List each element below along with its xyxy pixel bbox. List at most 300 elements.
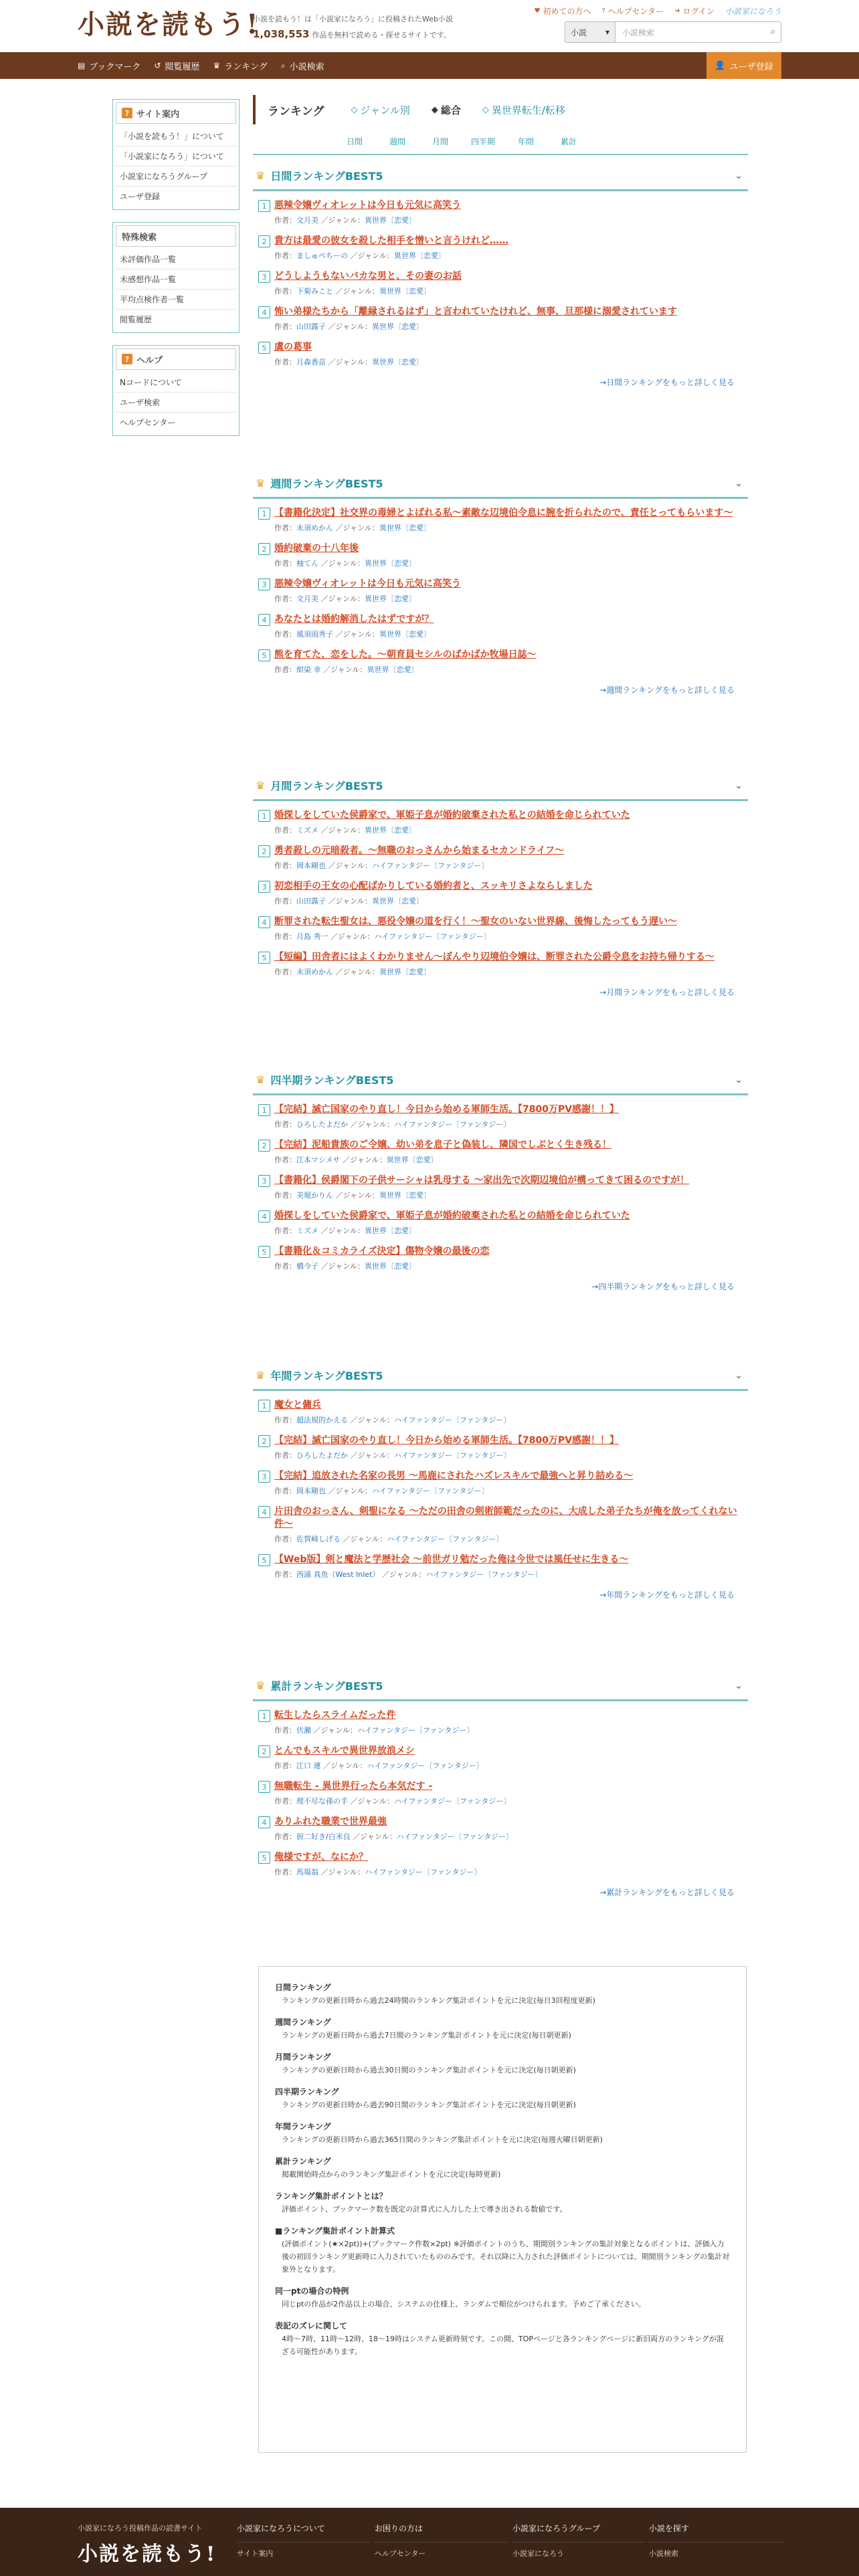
author-label: 作者： [274,1120,296,1129]
genre-link[interactable]: 異世界〔恋愛〕 [379,630,432,639]
entry-meta [258,593,745,604]
rank-number: 2 [258,845,270,857]
genre-link[interactable]: 異世界〔恋愛〕 [372,897,424,905]
rank-number: 5 [258,1246,270,1258]
sidebar-link[interactable]: Nコードについて [116,372,236,393]
footer-link[interactable]: 小説検索 [649,2542,783,2559]
genre-link[interactable]: ハイファンタジー〔ファンタジー〕 [374,932,491,941]
period-tab-quarterly[interactable]: 四半期 [470,136,495,146]
entry-meta [258,895,745,906]
section-title-text: 日間ランキングBEST5 [270,170,383,183]
genre-link[interactable]: ハイファンタジー〔ファンタジー〕 [396,1832,514,1841]
rank-number: 5 [258,952,270,964]
author-link[interactable]: 江口 連 [296,1761,321,1770]
genre-link[interactable]: 異世界〔恋愛〕 [367,665,419,674]
author-link[interactable]: 岡本剛也 [296,861,326,870]
login-link-label: ログイン [682,7,714,16]
novel-title-link[interactable]: 無職転生 - 異世界行ったら本気だす - [274,1781,433,1792]
login-link[interactable] [674,5,714,17]
list-item [258,199,745,225]
sidebar-link[interactable]: 小説家になろうグループ [116,167,236,187]
genre-link[interactable]: ハイファンタジー〔ファンタジー〕 [367,1761,484,1770]
sidebar-link[interactable]: 平均点検作者一覧 [116,290,236,310]
period-tab-monthly[interactable]: 月間 [432,136,448,146]
novel-title-link[interactable]: 婚探しをしていた侯爵家で、軍姫子息が婚約破棄された私との結婚を命じられていた [274,810,630,821]
entry-title-row [258,235,745,247]
genre-label: ／ジャンル： [320,595,365,603]
section-header[interactable] [253,162,748,191]
author-link[interactable]: 岡本剛也 [296,1487,326,1495]
chevron-down-icon[interactable]: ⌄ [735,170,743,181]
period-tab-total[interactable]: 累計 [560,136,577,146]
author-label: 作者： [274,630,296,639]
author-link[interactable]: 文月美 [296,595,318,603]
entry-list [253,191,748,367]
rank-number: 2 [258,1745,270,1757]
more-link[interactable]: →四半期ランキングをもっと詳しく見る [591,1282,735,1291]
author-link[interactable]: 理不尽な孫の手 [296,1797,348,1806]
entry-title-row [258,1553,745,1566]
novel-title-link[interactable]: あなたとは婚約解消したはずですが？ [274,614,434,625]
genre-label: ／ジャンル： [350,1451,395,1460]
entry-meta [258,1225,745,1236]
novel-title-link[interactable]: 婚探しをしていた侯爵家で、軍姫子息が婚約破棄された私との結婚を命じられていた [274,1210,630,1221]
author-link[interactable]: ましゅぺちーの [296,251,348,260]
footer-logo[interactable]: 小説を読もう! [78,2543,217,2566]
note-block [275,2155,730,2181]
genre-label: ／ジャンル： [350,1120,395,1129]
sidebar-title-text: ヘルプ [136,355,163,366]
sidebar-link[interactable]: ヘルプセンター [120,418,176,427]
novel-title-link[interactable]: 勇者殺しの元暗殺者。〜無職のおっさんから始まるセカンドライフ〜 [274,845,565,856]
entry-title-row [258,880,745,893]
novel-title-link[interactable]: 悪辣令嬢ヴィオレットは今日も元気に高笑う [274,200,462,211]
novel-title-link[interactable]: 悪辣令嬢ヴィオレットは今日も元気に高笑う [274,578,462,589]
entry-meta [258,664,745,675]
entry-title-row [258,1103,745,1116]
sidebar-link[interactable]: 閲覧履歴 [120,315,153,324]
entry-meta [258,931,745,942]
chevron-down-icon: ▾ [605,27,609,37]
novel-title-link[interactable]: 【短編】田舎者にはよくわかりません〜ぼんやり辺境伯令嬢は、断罪された公爵令息をお持ち帰りする〜 [274,952,714,962]
author-link[interactable]: 西浦 真魚（West Inlet） [296,1570,380,1579]
user-register-label: ユーザ登録 [729,62,773,72]
sidebar-title-text: 特殊検索 [122,232,157,243]
entry-meta [258,1831,745,1842]
sidebar-link[interactable]: ユーザ検索 [116,393,236,413]
crown-icon: ♛ [256,1073,266,1086]
entry-list [253,1391,748,1580]
genre-label: ／ジャンル： [330,932,375,941]
footer-col-heading: 小説家になろうグループ [512,2524,601,2533]
note-heading: 週間ランキング [275,2018,331,2027]
author-label: 作者： [274,1797,296,1806]
genre-link[interactable]: 異世界〔恋愛〕 [386,1156,438,1164]
nav-search-label: 小説検索 [289,62,324,72]
sidebar-title [116,225,236,247]
user-register-button[interactable] [706,52,781,79]
entry-title-row [258,613,745,626]
author-link[interactable]: 伏瀬 [296,1726,311,1735]
more-link[interactable]: →月間ランキングをもっと詳しく見る [599,988,735,997]
genre-link[interactable]: 異世界〔恋愛〕 [379,287,432,296]
list-item [258,1210,745,1236]
entry-title-row [258,1505,745,1531]
section-title-text: 年間ランキングBEST5 [270,1370,383,1382]
question-icon: ? [122,354,132,364]
note-heading: 四半期ランキング [275,2087,339,2097]
genre-link[interactable]: 異世界〔恋愛〕 [379,1191,432,1200]
genre-label: ／ジャンル： [328,322,373,331]
author-label: 作者： [274,1761,296,1770]
note-body: ランキングの更新日時から過去365日間のランキング集計ポイントを元に決定(毎週火曜日朝更新) [282,2135,603,2144]
genre-link[interactable]: 異世界〔恋愛〕 [379,524,432,532]
entry-title-row [258,1210,745,1222]
rank-number: 3 [258,881,270,893]
genre-link[interactable]: 異世界〔恋愛〕 [365,595,417,603]
rank-number: 1 [258,1104,270,1116]
genre-label: ／ジャンル： [313,1726,358,1735]
list-item [258,1851,745,1877]
main-nav [0,52,859,79]
genre-label: ／ジャンル： [350,1416,395,1424]
logo-text[interactable]: 小説を読もう! [78,9,260,40]
note-block [275,2051,730,2076]
author-label: 作者： [274,968,296,976]
genre-label: ／ジャンル： [335,524,380,532]
note-heading: ■ランキング集計ポイント計算式 [275,2226,395,2236]
list-item [258,341,745,367]
rank-number: 2 [258,543,270,555]
genre-label: ／ジャンル： [328,358,373,366]
list-item [258,542,745,568]
genre-label: ／ジャンル： [323,665,367,674]
author-label: 作者： [274,1726,296,1735]
genre-label: ／ジャンル： [320,216,365,225]
novel-title-link[interactable]: 婚約破棄の十八年後 [274,543,359,554]
footer-link[interactable]: 小説家になろう [512,2542,646,2559]
entry-meta [258,1533,745,1544]
entry-title-row [258,1245,745,1258]
author-link[interactable]: 超法規的かえる [296,1416,348,1424]
entry-meta [258,250,745,261]
author-link[interactable]: 未須めかん [296,524,333,532]
novel-title-link[interactable]: 断罪された転生聖女は、悪役令嬢の道を行く！〜聖女のいない世界線、後悔したってもう遅い〜 [274,916,677,927]
list-item [258,1553,745,1580]
novel-title-link[interactable]: 【完結】泥船貴族のご令嬢、幼い弟を息子と偽装し、隣国でしぶとく生き残る！ [274,1140,611,1150]
genre-link[interactable]: 異世界〔恋愛〕 [365,559,417,568]
note-block [275,2320,730,2358]
author-link[interactable]: 風須雨秀子 [296,630,333,639]
entry-meta [258,522,745,533]
nav-bookmark-label: ブックマーク [89,62,141,72]
novel-title-link[interactable]: 転生したらスライムだった件 [274,1710,396,1721]
chevron-down-icon[interactable]: ⌄ [735,1680,743,1691]
author-link[interactable]: 馬場翁 [296,1868,318,1876]
note-heading: 日間ランキング [275,1983,331,1992]
genre-label: ／ジャンル： [350,1797,395,1806]
entry-meta [258,321,745,332]
novel-title-link[interactable]: 【書籍化】侯爵閣下の子供サーシャは乳母する 〜家出先で次期辺境伯が構ってきて困るのですが！ [274,1175,690,1186]
genre-link[interactable]: ハイファンタジー〔ファンタジー〕 [394,1120,511,1129]
period-tab-yearly[interactable]: 年間 [517,136,534,146]
entry-title-row [258,845,745,857]
novel-title-link[interactable]: 魔女と傭兵 [274,1400,321,1410]
author-link[interactable]: ミズメ [296,826,318,835]
author-label: 作者： [274,861,296,870]
rank-number: 4 [258,306,270,318]
work-count [253,28,451,40]
site-footer [0,2508,859,2576]
genre-link[interactable]: ハイファンタジー〔ファンタジー〕 [357,1726,474,1735]
sidebar-link[interactable]: 未評価作品一覧 [116,249,236,270]
entry-meta [258,286,745,296]
novel-title-link[interactable]: 虞の葛事 [274,342,312,352]
novel-title-link[interactable]: ありふれた職業で世界最強 [274,1816,387,1827]
entry-list [253,1701,748,1877]
author-link[interactable]: 山田露子 [296,322,326,331]
entry-meta [258,1154,745,1165]
genre-link[interactable]: ハイファンタジー〔ファンタジー〕 [394,1416,511,1424]
chevron-down-icon[interactable]: ⌄ [735,1370,743,1381]
genre-link[interactable]: 異世界〔恋愛〕 [365,216,417,225]
entry-title-row [258,542,745,555]
author-label: 作者： [274,287,296,296]
sidebar-link[interactable]: 「小説を読もう！」について [116,126,236,146]
entry-meta [258,860,745,871]
footer-link[interactable]: サイト案内 [237,2542,371,2559]
list-item [258,1399,745,1425]
footer-col-heading: お困りの方は [375,2524,423,2533]
section-header[interactable] [253,1362,748,1391]
rank-number: 4 [258,916,270,928]
genre-link[interactable]: 異世界〔恋愛〕 [379,968,432,976]
tab-genre[interactable] [351,103,410,117]
more-link[interactable]: →累計ランキングをもっと詳しく見る [599,1888,735,1897]
author-link[interactable]: 美堀かりん [296,1191,333,1200]
nav-search[interactable] [281,60,324,72]
section-title [256,1678,383,1693]
section-title-text: 四半期ランキングBEST5 [270,1074,394,1087]
rank-number: 1 [258,1710,270,1722]
genre-link[interactable]: ハイファンタジー〔ファンタジー〕 [387,1535,504,1543]
genre-link[interactable]: 異世界〔恋愛〕 [365,1262,417,1271]
author-label: 作者： [274,1191,296,1200]
author-link[interactable]: 下菊みこと [296,287,333,296]
genre-link[interactable]: ハイファンタジー〔ファンタジー〕 [425,1570,543,1579]
list-item [258,1816,745,1842]
author-link[interactable]: ひろしたよだか [296,1120,348,1129]
note-heading: ランキング集計ポイントとは？ [275,2191,387,2201]
entry-meta [258,1796,745,1806]
novel-title-link[interactable]: 【完結】滅亡国家のやり直し！今日から始める軍師生活。【7800万PV感謝！！】 [274,1104,619,1115]
note-block [275,2225,730,2276]
note-block [275,2086,730,2111]
author-label: 作者： [274,1262,296,1271]
entry-title-row [258,341,745,354]
author-link[interactable]: ひろしたよだか [296,1451,348,1460]
novel-title-link[interactable]: 怖い弟様たちから「離縁されるはず」と言われていたけれど、無事、旦那様に溺愛されています [274,306,677,317]
genre-link[interactable]: ハイファンタジー〔ファンタジー〕 [372,861,489,870]
note-block [275,2190,730,2216]
genre-link[interactable]: 異世界〔恋愛〕 [365,1226,417,1235]
author-label: 作者： [274,897,296,905]
novel-title-link[interactable]: 【書籍化＆コミカライズ決定】傷物令嬢の最後の恋 [274,1246,490,1257]
list-item [258,1505,745,1544]
author-link[interactable]: 江本マシメサ [296,1156,341,1164]
ranking-notes [258,1966,747,2453]
genre-link[interactable]: 異世界〔恋愛〕 [394,251,446,260]
ranking-section [253,469,748,695]
footer-col-about [237,2523,371,2559]
novel-title-link[interactable]: 片田舎のおっさん、剣聖になる 〜ただの田舎の剣術師範だったのに、大成した弟子たちが俺を放ってくれない件〜 [274,1506,737,1529]
tab-isekai[interactable] [482,103,565,117]
chevron-down-icon[interactable]: ⌄ [735,477,743,489]
novel-title-link[interactable]: 貴方は最愛の彼女を殺した相手を憎いと言うけれど…… [274,235,508,246]
author-link[interactable]: 紺染 幸 [296,665,321,674]
list-item [258,916,745,942]
genre-link[interactable]: ハイファンタジー〔ファンタジー〕 [365,1868,482,1876]
search-icon[interactable]: ⌕ [770,27,775,37]
genre-link[interactable]: 異世界〔恋愛〕 [365,826,417,835]
rank-number: 3 [258,1781,270,1793]
entry-meta [258,215,745,225]
help-icon: ? [601,7,605,15]
page-title: ランキング [268,104,324,118]
rank-number: 1 [258,200,270,212]
rank-number: 2 [258,1140,270,1152]
tab-overall[interactable] [432,103,461,117]
entry-title-row [258,1139,745,1152]
search-input[interactable] [615,21,781,43]
crown-icon: ♛ [256,477,266,490]
genre-label: ／ジャンル： [335,1191,380,1200]
novel-title-link[interactable]: 熊を育てた、恋をした。〜朝育員セシルのばかばか牧場日誌〜 [274,649,537,660]
work-count-number: 1,038,553 [253,28,310,40]
rank-number: 5 [258,649,270,661]
genre-label: ／ジャンル： [353,1832,397,1841]
entry-meta [258,629,745,639]
nav-history-label: 閲覧履歴 [165,62,200,72]
site-logo[interactable] [78,8,260,41]
author-link[interactable]: 未須めかん [296,968,333,976]
nav-history[interactable] [154,60,199,72]
novel-title-link[interactable]: どうしようもないバカな男と、その妻のお話 [274,271,462,282]
genre-label: ／ジャンル： [350,251,395,260]
sidebar-link[interactable]: ユーザ登録 [120,192,161,201]
list-item [258,1745,745,1771]
list-item [258,1709,745,1735]
novel-title-link[interactable]: 【Web版】剣と魔法と学歴社会 〜前世ガリ勉だった俺は今世では風任せに生きる〜 [274,1554,629,1565]
rank-number: 5 [258,1554,270,1566]
section-title-text: 累計ランキングBEST5 [270,1680,383,1693]
footer-col-help [375,2523,508,2559]
more-link[interactable]: →年間ランキングをもっと詳しく見る [599,1590,735,1600]
section-header[interactable] [253,772,748,801]
entry-list [253,801,748,977]
note-block [275,1981,730,2007]
help-center-link[interactable] [601,5,664,17]
footer-link[interactable]: ヘルプセンター [375,2542,508,2559]
entry-meta [258,966,745,977]
entry-title-row [258,306,745,318]
entry-meta [258,1725,745,1735]
author-link[interactable]: ミズメ [296,1226,318,1235]
genre-link[interactable]: 異世界〔恋愛〕 [372,322,424,331]
nav-ranking[interactable] [213,60,268,72]
note-heading: 表記のズレに関して [275,2321,348,2331]
author-link[interactable]: 佐賀崎しげる [296,1535,341,1543]
entry-meta [258,1760,745,1771]
note-body: 評価ポイント、ブックマーク数を既定の計算式に入力した上で導き出される数値です。 [282,2205,567,2214]
entry-meta [258,1485,745,1496]
section-header[interactable] [253,1672,748,1701]
genre-link[interactable]: ハイファンタジー〔ファンタジー〕 [394,1797,511,1806]
genre-link[interactable]: ハイファンタジー〔ファンタジー〕 [394,1451,511,1460]
novel-title-link[interactable]: 俺様ですが、なにか？ [274,1852,368,1862]
search-type-select[interactable] [565,21,615,43]
more-link[interactable]: →日間ランキングをもっと詳しく見る [599,378,735,387]
list-item [258,1103,745,1130]
author-link[interactable]: 柚てん [296,559,318,568]
narou-brand-label: 小説家になろう [725,7,781,16]
list-item [258,880,745,906]
chevron-down-icon[interactable]: ⌄ [735,780,743,791]
author-link[interactable]: 月森香苗 [296,358,326,366]
note-body: 4時〜7時、11時〜12時、18〜19時はシステム更新時刻です。この間、TOPページと各ランキングページに新旧両方のランキングが混ざる可能性があります。 [282,2335,724,2356]
author-label: 作者： [274,1570,296,1579]
list-item [258,1780,745,1806]
entry-title-row [258,1816,745,1828]
genre-link[interactable]: 異世界〔恋愛〕 [372,358,424,366]
period-tabs [253,131,748,151]
entry-title-row [258,1174,745,1187]
rank-number: 2 [258,235,270,247]
sidebar-link[interactable]: 「小説家になろう」について [116,146,236,167]
novel-title-link[interactable]: 初恋相手の王女の心配ばかりしている婚約者と、スッキリさよならしました [274,881,593,891]
section-header[interactable] [253,1066,748,1095]
author-link[interactable]: 月島 秀一 [296,932,328,941]
author-link[interactable]: 文月美 [296,216,318,225]
diamond-outline-icon: ◇ [351,104,358,115]
beginner-link[interactable] [534,5,591,17]
narou-brand-link[interactable] [725,5,781,17]
author-link[interactable]: 橋今子 [296,1262,318,1271]
chevron-down-icon[interactable]: ⌄ [735,1074,743,1085]
period-tab-weekly[interactable]: 週間 [389,136,405,146]
period-tab-daily[interactable]: 日間 [346,136,363,146]
entry-list [253,1095,748,1271]
novel-title-link[interactable]: 【完結】滅亡国家のやり直し！今日から始める軍師生活。【7800万PV感謝！！】 [274,1435,619,1446]
section-header[interactable] [253,469,748,499]
search-type-value: 小説 [571,27,587,37]
genre-label: ／ジャンル： [381,1570,426,1579]
nav-bookmark[interactable] [78,60,140,72]
novel-title-link[interactable]: 【完結】追放された名家の長男 〜馬鹿にされたハズレスキルで最強へと昇り詰める〜 [274,1471,634,1481]
novel-title-link[interactable]: とんでもスキルで異世界放浪メシ [274,1745,415,1756]
rank-number: 1 [258,810,270,822]
novel-title-link[interactable]: 【書籍化決定】社交界の毒婦とよばれる私〜素敵な辺境伯令息に腕を折られたので、責任とってもらいます〜 [274,508,733,518]
author-link[interactable]: 山田露子 [296,897,326,905]
genre-link[interactable]: ハイファンタジー〔ファンタジー〕 [372,1487,489,1495]
sidebar-title [116,102,236,124]
sidebar-link[interactable]: 未感想作品一覧 [116,270,236,290]
more-link[interactable]: →週間ランキングをもっと詳しく見る [599,685,735,695]
search-placeholder: 小説検索 [622,27,655,37]
beginner-link-label: 初めての方へ [543,7,591,16]
ranking-section [253,162,748,388]
author-link[interactable]: 厨二好き/白米良 [296,1832,351,1841]
